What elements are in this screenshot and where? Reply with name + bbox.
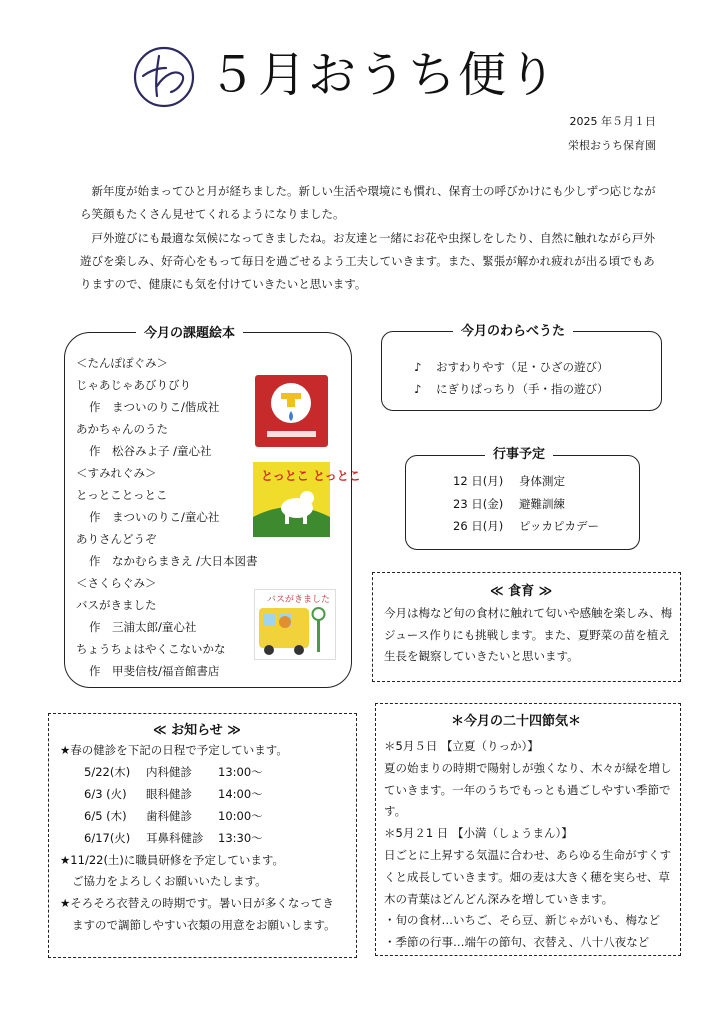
season-heading: ＊5月５日 【立夏（りっか）】 [384,739,539,753]
event-item [453,470,599,493]
season-text: 夏の始まりの時期で陽射しが強くなり、木々が緑を増していきます。一年のうちでもっとも過ごしやすい季節です。 [384,760,672,819]
events-list [453,470,599,538]
book-line: ありさんどうぞ [76,532,157,546]
book-cover-tottoko [253,462,361,537]
notice-line: ★11/22(土)に職員研修を予定しています。 [60,852,285,867]
book-line: ちょうちょはやくこないかな [76,642,226,656]
book-author: 作 甲斐信枝/福音館書店 [89,664,220,678]
event-name: 避難訓練 [519,496,565,511]
book-line: じゃあじゃあびりびり [76,378,191,392]
cover-title: バスがきました [267,595,331,605]
notice-line: ★春の健診を下記の日程で予定しています。 [60,743,288,757]
song-item [414,356,609,378]
intro-paragraph: 新年度が始まってひと月が経ちました。新しい生活や環境にも慣れ、保育士の呼びかけにも少しずつ応じながら笑顔もたくさん見せてくれるようになりました。 [80,184,656,222]
faucet-icon [255,375,328,447]
intro-paragraph: 戸外遊びにも最適な気候になってきましたね。お友達と一緒にお花や虫探しをしたり、自然に触れながら戸外遊びを楽しみ、好奇心をもって毎日を過ごせるよう工夫していきます。また、緊張が解かれ疲れが出る頃でもありますので、健康にも気を付けていきたいと思います。 [80,230,655,292]
notice-line: ご協力をよろしくお願いいたします。 [72,874,267,889]
book-author: 作 まついのりこ/童心社 [89,510,220,524]
checkup-name: 耳鼻科健診 [146,830,204,845]
books-title: 今月の課題絵本 [136,322,243,341]
book-author: 作 三浦太郎/童心社 [89,620,197,634]
song-label: おすわりやす（足・ひざの遊び） [436,360,609,374]
checkup-date: 6/5 (木) [84,808,127,823]
checkup-time: 10:00〜 [218,808,263,823]
checkup-date: 6/3 (火) [84,786,127,801]
event-date: 26 日(月) [453,519,504,533]
checkup-name: 歯科健診 [146,808,192,823]
organization-name: 栄根おうち保育園 [568,139,656,152]
book-author: 作 なかむらまきえ /大日本図書 [89,554,258,568]
checkup-row [60,806,336,828]
songs-title: 今月のわらべうた [453,320,573,339]
food-title: ≪ 食育 ≫ [490,584,553,599]
book-line: ＜すみれぐみ＞ [76,466,157,480]
season-bullet: ・季節の行事…端午の節句、衣替え、八十八夜など [384,935,650,950]
intro-text [80,180,662,296]
event-date: 23 日(金) [453,496,504,511]
season-title: ＊今月の二十四節気＊ [451,714,582,729]
book-author: 作 松谷みよ子 /童心社 [89,444,212,458]
bus-icon [255,590,335,659]
book-line: ＜さくらぐみ＞ [76,576,157,590]
checkup-date: 6/17(火) [84,830,131,845]
book-line: とっとことっとこ [76,488,168,502]
checkup-time: 13:00〜 [218,764,263,779]
books-list [76,352,258,682]
notice-line: ★そろそろ衣替えの時期です。暑い日が多くなってき [60,896,334,911]
season-text: 日ごとに上昇する気温に合わせ、あらゆる生命がすくすくと成長していきます。畑の麦は大きく穂を実らせ、草木の青葉はどんどん深みを増していきます。 [384,847,672,906]
logo-icon [133,46,195,108]
season-content [384,736,680,954]
checkup-row [60,784,336,806]
notice-line: ますので調節しやすい衣類の用意をお願いします。 [72,918,336,933]
book-cover-bus [254,589,336,660]
checkup-row [60,828,336,850]
checkup-row [60,762,336,784]
issue-date: 2025 年５月１日 [569,115,656,128]
checkup-time: 14:00〜 [218,786,263,801]
book-cover-jaajaa [255,375,328,447]
book-line: あかちゃんのうた [76,422,168,436]
checkup-name: 内科健診 [146,764,192,779]
food-text: 今月は梅など旬の食材に触れて匂いや感触を楽しみ、梅ジュース作りにも挑戦します。また、夏野菜の苗を植え生長を観察していきたいと思います。 [384,606,673,663]
song-label: にぎりぱっちり（手・指の遊び） [436,382,609,396]
event-item [453,515,599,538]
event-item [453,493,599,516]
book-line: ＜たんぽぽぐみ＞ [76,356,168,370]
cover-title: とっとこ とっとこ [261,469,361,483]
checkup-time: 13:30〜 [218,830,263,845]
notice-title: ≪ お知らせ ≫ [153,723,241,738]
music-note-icon: ♪ [414,360,422,374]
songs-list [414,356,609,400]
events-title: 行事予定 [485,443,553,462]
checkup-date: 5/22(木) [84,764,131,779]
event-name: ピッカピカデー [519,519,600,533]
book-author: 作 まついのりこ/偕成社 [89,400,220,414]
cover-illustration [253,462,361,537]
season-heading: ＊5月２1 日 【小満（しょうまん）】 [384,826,573,841]
song-item [414,378,609,400]
event-name: 身体測定 [519,474,565,488]
season-bullet: ・旬の食材…いちご、そら豆、新じゃがいも、梅など [384,913,660,928]
checkup-name: 眼科健診 [146,786,192,801]
page-title: ５月おうち便り [208,47,559,103]
music-note-icon: ♪ [414,382,422,396]
notice-content [60,740,336,937]
event-date: 12 日(月) [453,474,504,488]
book-line: バスがきました [76,598,157,612]
